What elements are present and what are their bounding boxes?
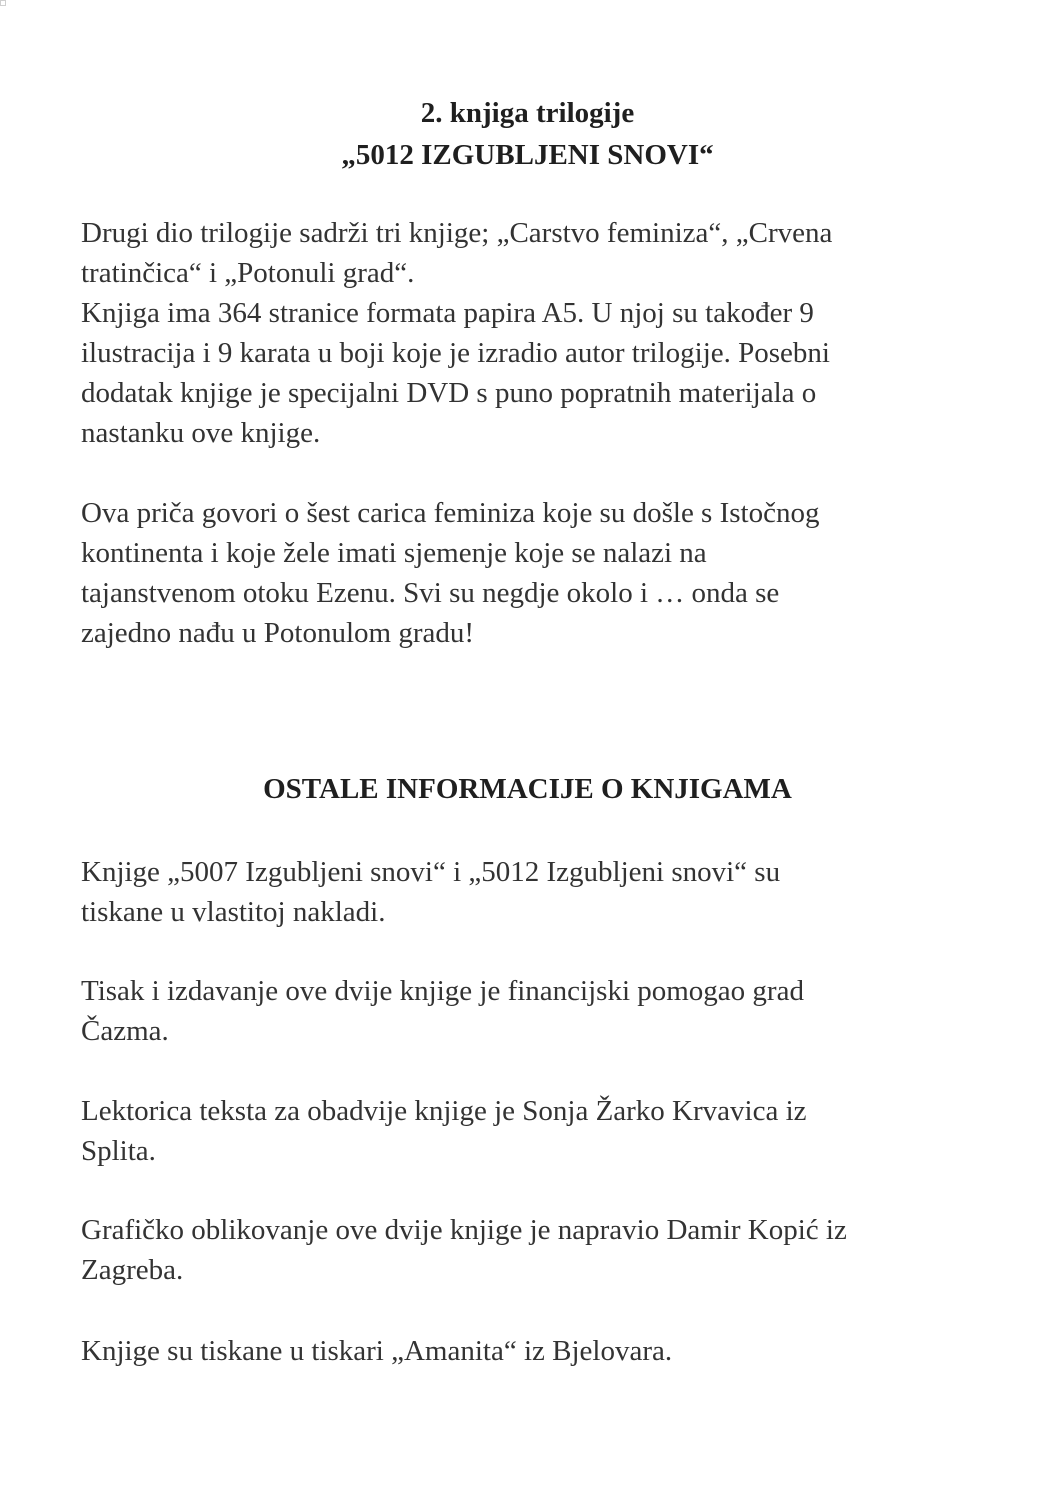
text-line: Knjiga ima 364 stranice formata papira A5. U njoj su također 9	[81, 297, 814, 329]
info-paragraph	[81, 852, 991, 932]
text-line: ilustracija i 9 karata u boji koje je izradio autor trilogije. Posebni	[81, 337, 830, 369]
info-paragraph	[81, 1091, 991, 1171]
text-line: tiskane u vlastitoj nakladi.	[81, 896, 386, 928]
text-line: Drugi dio trilogije sadrži tri knjige; „Carstvo feminiza“, „Crvena	[81, 217, 833, 249]
section1-title-line2: „5012 IZGUBLJENI SNOVI“	[341, 139, 714, 171]
text-line: nastanku ove knjige.	[81, 417, 321, 449]
info-paragraph	[81, 1331, 991, 1371]
text-line: Grafičko oblikovanje ove dvije knjige je napravio Damir Kopić iz	[81, 1214, 847, 1246]
section2-title: OSTALE INFORMACIJE O KNJIGAMA	[263, 773, 792, 805]
text-line: zajedno nađu u Potonulom gradu!	[81, 617, 475, 649]
info-paragraph	[81, 1210, 991, 1290]
text-line: Splita.	[81, 1135, 156, 1167]
section1-title-line1: 2. knjiga trilogije	[420, 97, 635, 129]
text-line: dodatak knjige je specijalni DVD s puno popratnih materijala o	[81, 377, 817, 409]
text-line: Knjige „5007 Izgubljeni snovi“ i „5012 Izgubljeni snovi“ su	[81, 856, 781, 888]
text-line: tratinčica“ i „Potonuli grad“.	[81, 257, 415, 289]
section1-paragraph-2	[81, 493, 991, 653]
info-paragraph	[81, 971, 991, 1051]
text-line: Knjige su tiskane u tiskari „Amanita“ iz Bjelovara.	[81, 1335, 673, 1367]
text-line: tajanstvenom otoku Ezenu. Svi su negdje okolo i … onda se	[81, 577, 780, 609]
text-line: Zagreba.	[81, 1254, 184, 1286]
corner-mark	[0, 0, 6, 6]
text-line: kontinenta i koje žele imati sjemenje koje se nalazi na	[81, 537, 707, 569]
text-line: Tisak i izdavanje ove dvije knjige je financijski pomogao grad	[81, 975, 804, 1007]
text-line: Čazma.	[81, 1015, 169, 1047]
text-line: Lektorica teksta za obadvije knjige je Sonja Žarko Krvavica iz	[81, 1095, 807, 1127]
text-line: Ova priča govori o šest carica feminiza koje su došle s Istočnog	[81, 497, 820, 529]
section1-paragraph-1	[81, 213, 991, 453]
